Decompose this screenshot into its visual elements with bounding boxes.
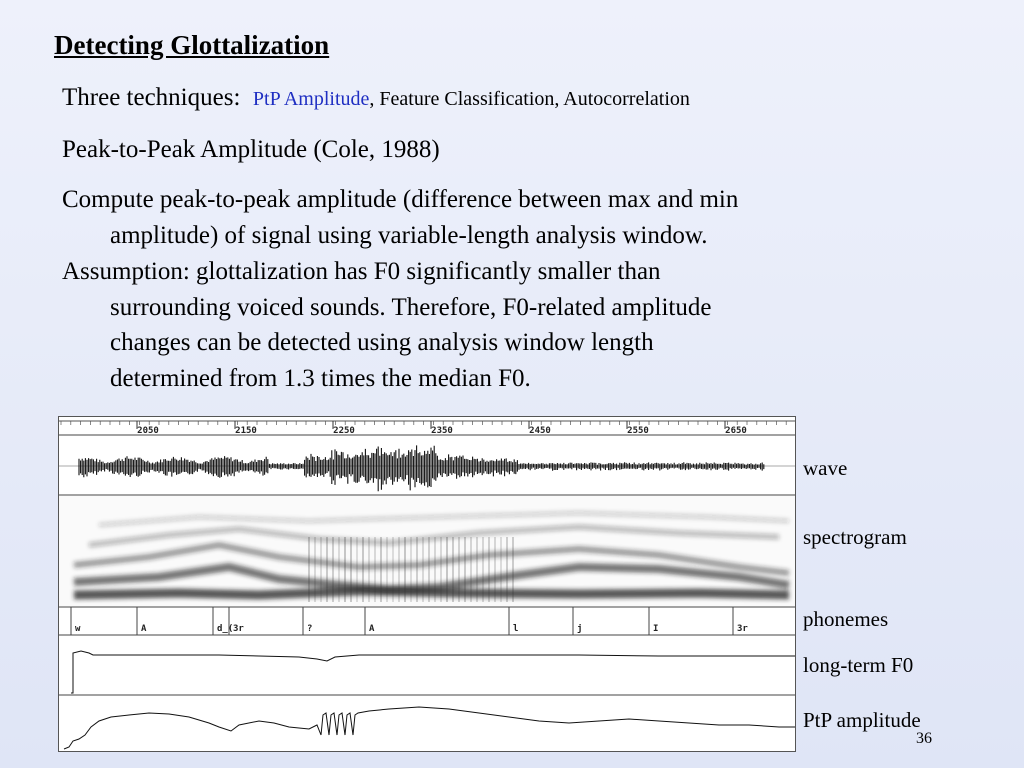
time-tick-label: 2550 [627,426,649,436]
techniques-label: Three techniques: [62,84,241,111]
phoneme-label: l [513,624,519,634]
phoneme-label: j [577,624,583,634]
long-term-f0-panel [71,651,795,693]
wave-label: wave [803,456,848,480]
time-tick-label: 2050 [137,426,159,436]
f0-trace [71,651,795,693]
phoneme-label: A [141,624,147,634]
phoneme-label: 3r [737,624,748,634]
time-tick-label: 2250 [333,426,355,436]
figure-canvas [59,417,795,751]
slide-title: Detecting Glottalization [54,30,330,60]
waveform-panel [59,445,795,491]
paragraph2-line2: surrounding voiced sounds. Therefore, F0-related amplitude [110,293,712,321]
phoneme-label: d_( [217,624,234,634]
time-tick-label: 2150 [235,426,257,436]
page-number: 36 [916,730,932,747]
ptp-amplitude-panel [64,707,795,749]
time-tick-label: 2350 [431,426,453,436]
paragraph1-line2: amplitude) of signal using variable-length analysis window. [110,221,708,249]
speech-analysis-figure [58,416,796,752]
paragraph2-line1: Assumption: glottalization has F0 significantly smaller than [62,258,661,285]
time-tick-label: 2650 [725,426,747,436]
phoneme-label: 3r [233,624,244,634]
formant-band [74,591,789,595]
phoneme-label: ? [307,624,313,634]
paragraph-assumption [62,254,1002,396]
paragraph2-line3: changes can be detected using analysis window length [110,329,654,356]
subtitle: Peak-to-Peak Amplitude (Cole, 1988) [62,136,440,163]
technique-highlight: PtP Amplitude [252,88,370,110]
long-term-f0-label: long-term F0 [803,653,914,677]
paragraph2-line4: determined from 1.3 times the median F0. [110,364,531,392]
paragraph1-line1: Compute peak-to-peak amplitude (difference between max and min [62,186,739,213]
phoneme-label: A [369,624,375,634]
paragraph-compute [62,182,1002,253]
waveform-trace [79,445,764,491]
techniques-rest: , Feature Classification, Autocorrelation [369,88,690,110]
spectrogram-panel [59,496,795,606]
phonemes-label: phonemes [803,607,889,631]
time-tick-label: 2450 [529,426,551,436]
phoneme-label: I [653,624,659,634]
phoneme-panel [71,607,748,635]
ptp-trace [64,707,795,749]
ptp-amplitude-label: PtP amplitude [803,708,921,732]
phoneme-label: w [75,624,81,634]
spectrogram-label: spectrogram [803,525,907,549]
techniques-line [62,84,690,112]
